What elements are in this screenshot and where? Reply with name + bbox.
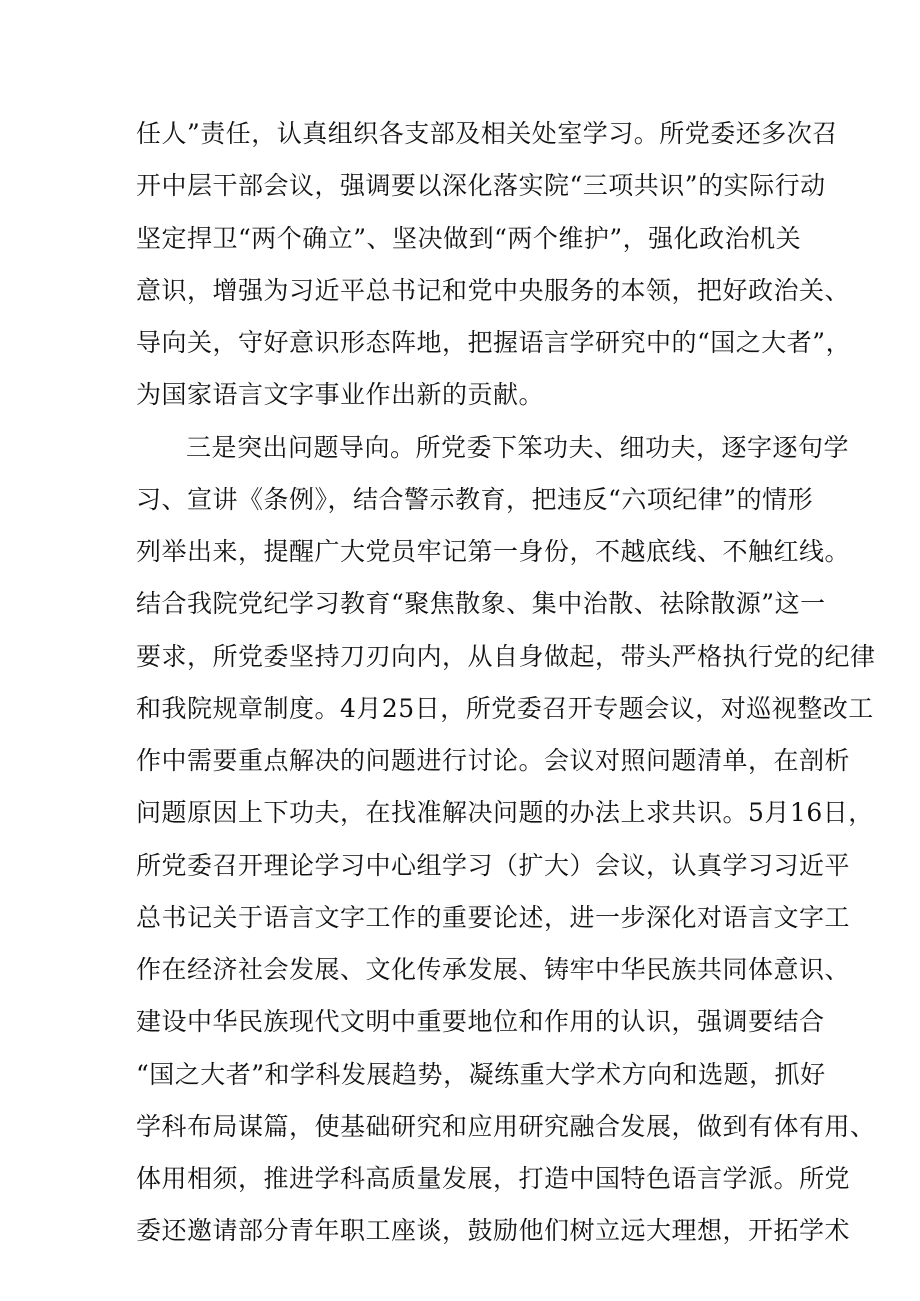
text-line: 问题原因上下功夫，在找准解决问题的办法上求共识。5月16日，	[136, 798, 874, 828]
text-line: 学科布局谋篇，使基础研究和应用研究融合发展，做到有体有用、	[136, 1111, 876, 1141]
text-line: 列举出来，提醒广大党员牢记第一身份，不越底线、不触红线。	[136, 537, 851, 566]
text-line: 委还邀请部分青年职工座谈，鼓励他们树立远大理想，开拓学术	[136, 1216, 851, 1246]
text-line: 坚定捍卫“两个确立”、坚决做到“两个维护”，强化政治机关	[136, 223, 802, 253]
text-line: “国之大者”和学科发展趋势，凝练重大学术方向和选题，抓好	[136, 1059, 826, 1089]
paragraph-start-line: 三是突出问题导向。所党委下笨功夫、细功夫，逐字逐句学	[186, 432, 850, 462]
text-line: 所党委召开理论学习中心组学习（扩大）会议，认真学习习近平	[136, 850, 851, 880]
text-line: 作中需要重点解决的问题进行讨论。会议对照问题清单，在剖析	[136, 746, 851, 775]
text-line: 体用相须，推进学科高质量发展，打造中国特色语言学派。所党	[136, 1164, 851, 1193]
text-line: 开中层干部会议，强调要以深化落实院“三项共识”的实际行动	[136, 171, 826, 201]
text-line: 为国家语言文字事业作出新的贡献。	[136, 380, 545, 410]
text-line: 总书记关于语言文字工作的重要论述，进一步深化对语言文字工	[136, 902, 851, 932]
text-line: 作在经济社会发展、文化传承发展、铸牢中华民族共同体意识、	[136, 955, 851, 984]
text-line: 建设中华民族现代文明中重要地位和作用的认识，强调要结合	[136, 1007, 825, 1037]
text-line: 习、宣讲《条例》，结合警示教育，把违反“六项纪律”的情形	[136, 484, 814, 514]
text-line: 任人”责任，认真组织各支部及相关处室学习。所党委还多次召	[136, 119, 838, 148]
text-line: 结合我院党纪学习教育“聚焦散象、集中治散、祛除散源”这一	[136, 589, 826, 619]
text-line: 和我院规章制度。4月25日，所党委召开专题会议，对巡视整改工	[136, 693, 874, 723]
text-line: 导向关，守好意识形态阵地，把握语言学研究中的“国之大者”，	[136, 328, 852, 357]
body-text	[136, 108, 876, 1258]
text-line: 要求，所党委坚持刀刃向内，从自身做起，带头严格执行党的纪律	[136, 641, 876, 671]
text-line: 意识，增强为习近平总书记和党中央服务的本领，把好政治关、	[136, 275, 851, 305]
